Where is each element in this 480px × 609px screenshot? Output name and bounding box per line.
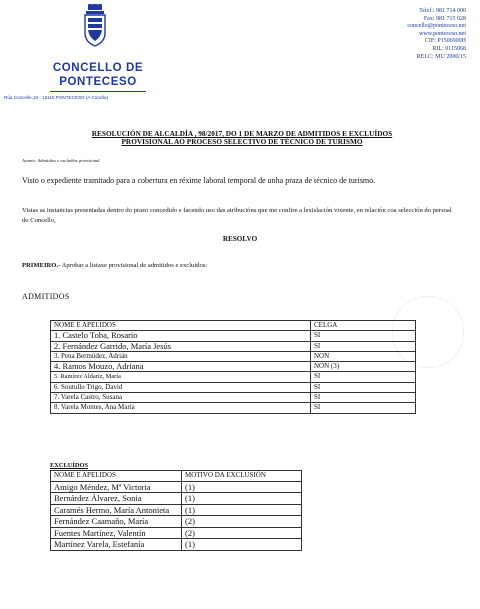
table-row xyxy=(51,351,416,361)
paragraph-vistas: Vistas as instancias presentadas dentro do prazo concedido e facendo uso das atribucións que me confire a lexislación vixente, en relación coa selección do persoal do Concello, xyxy=(22,207,452,224)
admitido-name: 1. Castelo Toba, Rosario xyxy=(51,331,311,341)
admitido-name: 8. Varela Montes, Ana María xyxy=(51,403,311,413)
header-celga: CELGA xyxy=(311,321,416,331)
table-row xyxy=(51,527,302,539)
contact-relc: RELC: MU 2000/15 xyxy=(416,53,466,60)
admitidos-table xyxy=(50,320,416,414)
excluido-name: Caramés Hermo, María Antonieta xyxy=(51,504,182,516)
table-row xyxy=(51,403,416,413)
org-address: Rúa Concello,18 - 15110 PONTECESO (A Coruña) xyxy=(4,95,109,100)
admitido-name: 4. Ramos Mouzo, Adriana xyxy=(51,362,311,372)
document-title-line1: RESOLUCIÓN DE ALCALDÍA , 98/2017, DO 1 DE MARZO DE ADMITIDOS E EXCLUÍDOS xyxy=(91,129,393,138)
excluido-motivo: (1) xyxy=(182,539,302,551)
paragraph-visto: Visto o expediente tramitado para a cobertura en réxime laboral temporal de unha praza de técnico de turismo. xyxy=(22,176,376,185)
excluidos-label: EXCLUÍDOS xyxy=(50,462,88,469)
contact-ril: RIL: 0115068 xyxy=(432,45,466,52)
admitido-celga: SI xyxy=(311,382,416,392)
document-title-line2: PROVISIONAL AO PROCESO SELECTIVO DE TÉCNICO DE TURISMO xyxy=(121,137,363,147)
table-row xyxy=(51,504,302,516)
table-row xyxy=(51,516,302,528)
admitido-celga: SI xyxy=(311,393,416,403)
org-divider xyxy=(50,91,146,92)
admitido-name: 3. Pena Bermúdez, Adrián xyxy=(51,351,311,361)
contact-block xyxy=(407,8,466,61)
table-row xyxy=(51,382,416,392)
table-row xyxy=(51,393,416,403)
header-nome: NOME E APELIDOS xyxy=(51,471,182,482)
table-row xyxy=(51,362,416,372)
contact-phone: Telef.: 981 714 000 xyxy=(419,8,466,14)
table-row xyxy=(51,331,416,341)
table-header-row xyxy=(51,321,416,331)
admitido-name: 7. Varela Castro, Susana xyxy=(51,393,311,403)
contact-website[interactable]: www.ponteceso.net xyxy=(419,30,466,37)
primeiro-paragraph xyxy=(22,262,207,269)
subject-line: Asunto: Admitidos e excluídos provisional xyxy=(22,158,100,163)
excluido-name: Fuentes Martínez, Valentín xyxy=(51,527,182,539)
excluido-motivo: (1) xyxy=(182,504,302,516)
header-motivo: MOTIVO DA EXCLUSIÓN xyxy=(182,471,302,482)
table-header-row xyxy=(51,471,302,482)
excluido-name: Amigo Méndez, Mª Victoria xyxy=(51,481,182,493)
admitido-celga: SI xyxy=(311,341,416,351)
contact-cif: CIF: P1506900H xyxy=(424,38,466,45)
header-nome: NOME E APELIDOS xyxy=(51,321,311,331)
coat-of-arms-icon xyxy=(80,4,110,48)
excluidos-table xyxy=(50,470,302,551)
excluido-name: Martínez Varela, Estefanía xyxy=(51,539,182,551)
admitido-celga: NON (3) xyxy=(311,362,416,372)
table-row xyxy=(51,372,416,382)
excluido-motivo: (1) xyxy=(182,493,302,505)
admitido-name: 6. Soutullo Trigo, David xyxy=(51,382,311,392)
org-name-line1: CONCELLO DE xyxy=(52,62,144,74)
resolvo-heading: RESOLVO xyxy=(222,235,258,243)
org-name-line2: PONTECESO xyxy=(59,76,137,88)
table-row xyxy=(51,539,302,551)
admitido-celga: SI xyxy=(311,331,416,341)
document-title xyxy=(62,130,422,147)
table-row xyxy=(51,341,416,351)
excluido-motivo: (1) xyxy=(182,481,302,493)
primeiro-text: Aprobar a listaxe provisional de admitidos e excluídos: xyxy=(60,262,208,269)
admitido-celga: SI xyxy=(311,403,416,413)
table-row xyxy=(51,493,302,505)
contact-email[interactable]: concello@ponteceso.net xyxy=(407,23,466,30)
admitido-name: 5. Ramírez Aldariz, María xyxy=(51,372,311,382)
excluido-name: Bernárdez Álvarez, Sonia xyxy=(51,493,182,505)
excluido-name: Fernández Caamaño, María xyxy=(51,516,182,528)
admitido-celga: SI xyxy=(311,372,416,382)
excluido-motivo: (2) xyxy=(182,516,302,528)
admitido-celga: NON xyxy=(311,351,416,361)
table-row xyxy=(51,481,302,493)
excluido-motivo: (2) xyxy=(182,527,302,539)
admitidos-heading: ADMITIDOS xyxy=(22,292,70,301)
admitido-name: 2. Fernández Garrido, María Jesús xyxy=(51,341,311,351)
contact-fax: Fax: 981 715 028 xyxy=(423,15,466,22)
primeiro-label: PRIMEIRO.- xyxy=(22,262,61,269)
